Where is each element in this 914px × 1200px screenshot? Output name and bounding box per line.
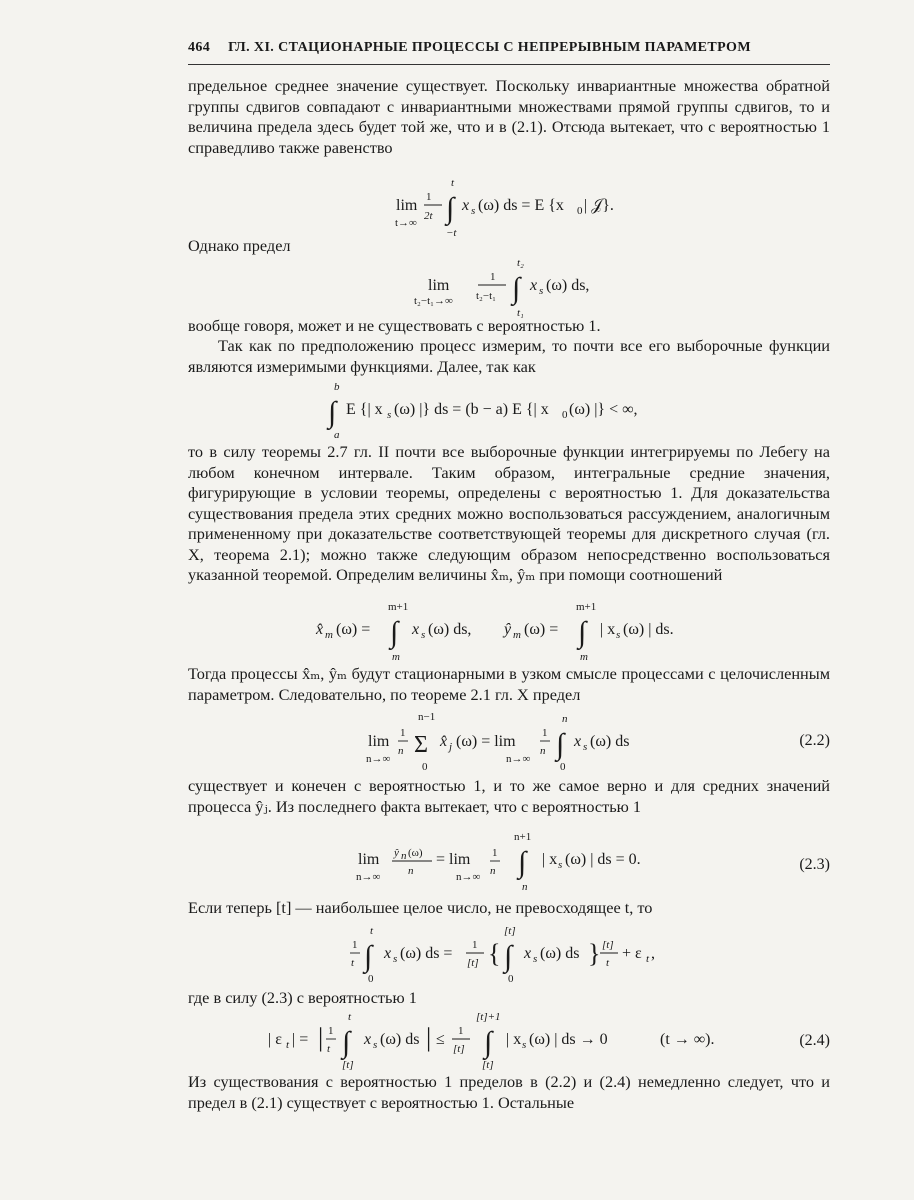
svg-text:|: | [318,1023,324,1052]
svg-text:b: b [334,381,340,393]
paragraph-3: вообще говоря, может и не существовать с вероятностью 1. [188,316,601,335]
equation-b-formula [188,254,830,319]
svg-text:| =: | = [292,1031,309,1048]
svg-text:∫: ∫ [342,1026,351,1059]
svg-text:(t → ∞).: (t → ∞). [660,1031,715,1048]
svg-text:∫: ∫ [556,728,565,761]
svg-text:1: 1 [472,939,478,951]
svg-text:ŷ: ŷ [394,847,399,859]
svg-text:∫: ∫ [518,846,527,879]
svg-text:{: { [488,939,501,968]
svg-text:n: n [490,865,496,877]
svg-text:≤: ≤ [436,1031,445,1048]
svg-text:n−1: n−1 [418,711,436,723]
svg-text:n: n [540,745,546,757]
svg-text:lim: lim [368,733,390,750]
svg-text:[t]+1: [t]+1 [476,1011,501,1023]
svg-text:(ω) ds: (ω) ds [540,945,580,962]
equation-2-3 [188,831,830,896]
header-rule [188,64,830,65]
equation-number-2-4: (2.4) [799,1032,830,1049]
svg-text:s: s [373,1039,378,1051]
svg-text:x: x [384,945,392,962]
page-number: 464 [188,40,211,55]
svg-text:,: , [651,945,655,962]
svg-text:(ω) | ds → 0: (ω) | ds → 0 [529,1031,608,1048]
svg-text:t: t [351,957,355,969]
svg-text:t: t [327,1043,331,1055]
svg-text:n→∞: n→∞ [356,871,381,883]
svg-text:| x: | x [600,621,616,638]
svg-text:n→∞: n→∞ [456,871,481,883]
equation-a [188,174,830,239]
equation-2-2-formula [188,708,830,774]
svg-text:(ω) |} ds = (b − a) E {| x: (ω) |} ds = (b − a) E {| x [394,401,549,418]
svg-text:n+1: n+1 [514,831,532,843]
paragraph-5: то в силу теоремы 2.7 гл. II почти все выборочные функции интегрируемы по Лебегу на любом конечном интервале. Таким образом, интегральные средние значения, фигурирующие в условии теоремы, определены с вероятностью 1. Для доказательства существования предела этих средних можно воспользоваться рассуждением, аналогичным примененному при доказательстве соответствующей теоремы для дискретного случая (гл. X, теорема 2.1); можно также следующим образом непосредственно воспользоваться указанной теоремой. Определим величины x̂ₘ, ŷₘ при помощи соотношений [188,442,830,584]
svg-text:0: 0 [422,761,428,773]
svg-text:1: 1 [328,1025,334,1037]
svg-text:x: x [530,277,538,294]
svg-text:t: t [451,177,455,189]
svg-text:[t]: [t] [453,1043,465,1055]
svg-text:∫: ∫ [364,940,373,973]
svg-text:∫: ∫ [504,940,513,973]
svg-text:∫: ∫ [390,616,399,649]
svg-text:| x: | x [506,1031,522,1048]
paragraph-8: Если теперь [t] — наибольшее целое число, не превосходящее t, то [188,898,653,917]
svg-text:s: s [471,205,476,217]
svg-text:2t: 2t [424,210,433,222]
equation-b [188,254,830,319]
svg-text:x: x [524,945,532,962]
equation-2-4 [188,1010,830,1072]
svg-text:m: m [513,629,521,641]
equation-number-2-3: (2.3) [799,856,830,873]
svg-text:(ω) ds,: (ω) ds, [428,621,472,638]
equation-e-formula [188,924,830,986]
svg-text:n: n [408,865,414,877]
equation-2-4-formula [188,1010,830,1072]
svg-text:(ω) ds: (ω) ds [380,1031,420,1048]
svg-text:1: 1 [458,1025,464,1037]
svg-text:s: s [533,953,538,965]
svg-text:s: s [539,285,544,297]
svg-text:t: t [348,1011,352,1023]
svg-text:x: x [462,197,470,214]
svg-text:(ω) ds = E {x: (ω) ds = E {x [478,197,564,214]
running-title: ГЛ. XI. СТАЦИОНАРНЫЕ ПРОЦЕССЫ С НЕПРЕРЫВНЫМ ПАРАМЕТРОМ [228,40,751,55]
svg-text:n: n [522,881,528,893]
svg-text:1: 1 [426,191,432,203]
svg-text:(ω) ds,: (ω) ds, [546,277,590,294]
svg-text:t: t [646,953,650,965]
paragraph-10: Из существования с вероятностью 1 пределов в (2.2) и (2.4) немедленно следует, что и предел в (2.1) существует с вероятностью 1. Остальные [188,1072,830,1112]
equation-c-formula [188,378,830,440]
svg-text:| 𝒥}.: | 𝒥}. [584,197,614,214]
svg-text:[t]: [t] [504,925,516,937]
svg-text:∫: ∫ [328,396,337,429]
svg-text:lim: lim [428,277,450,294]
svg-text:1: 1 [492,847,498,859]
svg-text:ŷ: ŷ [504,621,512,638]
svg-text:t₁: t₁ [517,307,524,319]
svg-text:lim: lim [396,197,418,214]
svg-text:x̂: x̂ [440,733,448,750]
svg-text:∫: ∫ [484,1026,493,1059]
running-header [188,40,830,56]
svg-text:j: j [449,741,453,753]
svg-text:0: 0 [508,973,514,985]
svg-text:−t: −t [446,227,457,239]
equation-c [188,378,830,440]
equation-a-formula [188,174,830,239]
equation-e [188,924,830,986]
svg-text:∫: ∫ [512,272,521,305]
svg-text:m: m [392,651,400,663]
svg-text:x: x [364,1031,372,1048]
equation-d-formula [188,598,830,663]
svg-text:(ω): (ω) [408,847,423,859]
svg-text:s: s [583,741,588,753]
svg-text:1: 1 [490,271,496,283]
svg-text:[t]: [t] [602,939,614,951]
svg-text:(ω) | ds.: (ω) | ds. [623,621,674,638]
svg-text:s: s [421,629,426,641]
svg-text:(ω) =: (ω) = [336,621,371,638]
svg-text:t₂−t₁: t₂−t₁ [476,290,496,302]
equation-d [188,598,830,663]
svg-text:(ω) | ds = 0.: (ω) | ds = 0. [565,851,641,868]
svg-text:0: 0 [577,205,583,217]
paragraph-1: предельное среднее значение существует. Поскольку инвариантные множества обратной группы сдвигов совпадают с инвариантными множествами прямой группы сдвигов, то и величина предела здесь будет той же, что и в (2.1). Отсюда вытекает, что с вероятностью 1 справедливо также равенство [188,76,830,157]
svg-text:t₂: t₂ [517,257,524,269]
svg-text:(ω) = lim: (ω) = lim [456,733,516,750]
paragraph-7: существует и конечен с вероятностью 1, и то же самое верно и для средних значений процесса ŷⱼ. Из последнего факта вытекает, что с вероятностью 1 [188,776,830,816]
svg-text:= lim: = lim [436,851,471,868]
svg-text:E {| x: E {| x [346,401,383,418]
svg-text:1: 1 [542,727,548,739]
svg-text:|: | [426,1023,432,1052]
svg-text:| ε: | ε [268,1031,282,1048]
svg-text:s: s [616,629,621,641]
svg-text:[t]: [t] [342,1059,354,1071]
svg-text:n: n [398,745,404,757]
svg-text:| x: | x [542,851,558,868]
svg-text:1: 1 [400,727,406,739]
paragraph-6: Тогда процессы x̂ₘ, ŷₘ будут стационарными в узком смысле процессами с целочисленным параметром. Следовательно, по теореме 2.1 гл. X предел [188,664,830,704]
svg-text:(ω) =: (ω) = [524,621,559,638]
svg-text:t₂−t₁→∞: t₂−t₁→∞ [414,295,453,307]
svg-text:0: 0 [560,761,566,773]
svg-text:0: 0 [562,409,568,421]
svg-text:t: t [286,1039,290,1051]
svg-text:m+1: m+1 [388,601,409,613]
svg-text:∫: ∫ [578,616,587,649]
svg-text:[t]: [t] [482,1059,494,1071]
svg-text:a: a [334,429,340,441]
svg-text:[t]: [t] [467,957,479,969]
svg-text:x: x [574,733,582,750]
svg-text:t→∞: t→∞ [395,217,417,229]
equation-number-2-2: (2.2) [799,732,830,749]
svg-text:(ω) |} < ∞,: (ω) |} < ∞, [569,401,638,418]
svg-text:}: } [588,939,601,968]
svg-text:m+1: m+1 [576,601,597,613]
svg-text:(ω) ds =: (ω) ds = [400,945,453,962]
paragraph-4: Так как по предположению процесс измерим, то почти все его выборочные функции являются измеримыми функциями. Далее, так как [188,336,830,376]
svg-text:n: n [562,713,568,725]
svg-text:lim: lim [358,851,380,868]
svg-text:0: 0 [368,973,374,985]
svg-text:s: s [558,859,563,871]
svg-text:m: m [325,629,333,641]
svg-text:1: 1 [352,939,358,951]
svg-text:+ ε: + ε [622,945,642,962]
svg-text:s: s [522,1039,527,1051]
svg-text:∫: ∫ [446,192,455,225]
svg-text:s: s [387,409,392,421]
svg-text:s: s [393,953,398,965]
svg-text:m: m [580,651,588,663]
svg-text:x: x [412,621,420,638]
paragraph-9: где в силу (2.3) с вероятностью 1 [188,988,417,1007]
svg-text:n→∞: n→∞ [506,753,531,765]
equation-2-3-formula [188,831,830,896]
svg-text:Σ: Σ [414,732,428,758]
svg-text:(ω) ds: (ω) ds [590,733,630,750]
svg-text:t: t [606,957,610,969]
svg-text:n→∞: n→∞ [366,753,391,765]
svg-text:n: n [401,850,407,862]
paragraph-2: Однако предел [188,236,291,255]
equation-2-2 [188,708,830,774]
svg-text:t: t [370,925,374,937]
svg-text:x̂: x̂ [316,621,324,638]
